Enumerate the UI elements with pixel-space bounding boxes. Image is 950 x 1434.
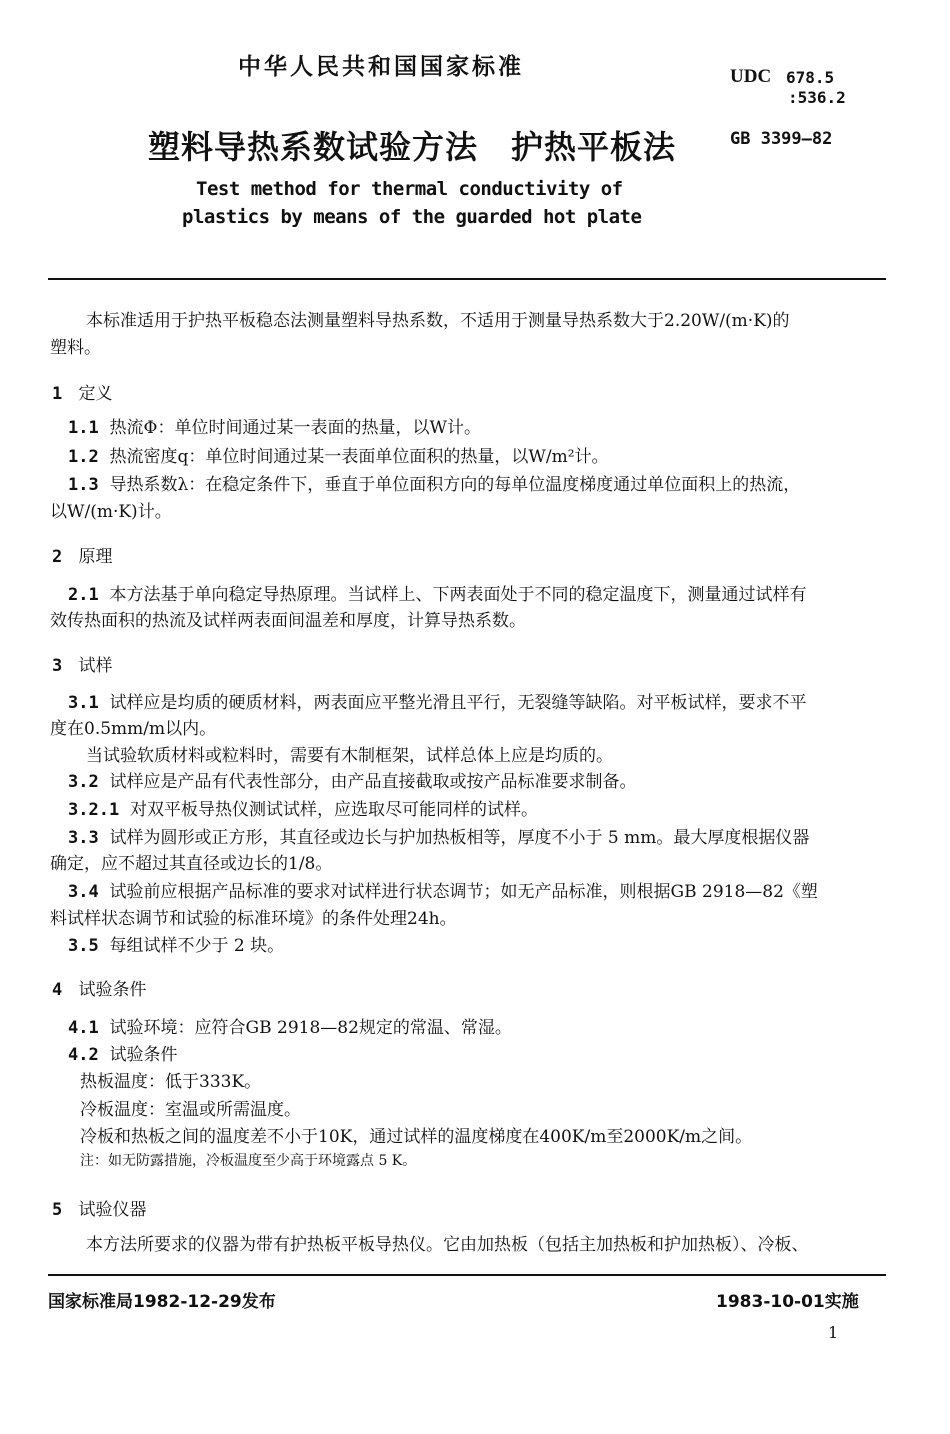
clause-4-2-number: 4.2 xyxy=(68,1045,99,1065)
clause-3-2 xyxy=(68,767,637,792)
hot-plate-temp: 热板温度：低于333K。 xyxy=(80,1072,262,1092)
section-5-number: 5 xyxy=(52,1200,63,1220)
clause-4-2 xyxy=(68,1040,178,1065)
issue-date: 国家标准局1982-12-29发布 xyxy=(48,1292,276,1312)
section-2-title: 原理 xyxy=(78,547,113,567)
section-3-title: 试样 xyxy=(78,656,113,676)
clause-3-2-text: 试样应是产品有代表性部分，由产品直接截取或按产品标准要求制备。 xyxy=(109,772,637,792)
clause-3-3 xyxy=(68,823,809,848)
clause-1-1-number: 1.1 xyxy=(68,418,99,438)
section-3-number: 3 xyxy=(52,656,63,676)
clause-3-2-1 xyxy=(68,795,538,820)
clause-1-1 xyxy=(68,413,481,438)
clause-1-1-text: 热流Φ：单位时间通过某一表面的热量，以W计。 xyxy=(109,418,481,438)
clause-2-1 xyxy=(68,580,807,605)
clause-1-2-text: 热流密度q：单位时间通过某一表面单位面积的热量，以W/m²计。 xyxy=(109,447,609,467)
clause-1-3-cont: 以W/(m·K)计。 xyxy=(50,502,172,522)
clause-3-5 xyxy=(68,931,284,956)
section-1-number: 1 xyxy=(52,384,63,404)
standard-number: GB 3399—82 xyxy=(730,129,833,149)
clause-3-4-text: 试验前应根据产品标准的要求对试样进行状态调节；如无产品标准，则根据GB 2918—82《塑 xyxy=(109,882,818,902)
section-4-heading xyxy=(52,975,146,1000)
dew-point-note: 注：如无防露措施，冷板温度至少高于环境露点 5 K。 xyxy=(80,1153,417,1169)
effective-date: 1983-10-01实施 xyxy=(716,1292,859,1312)
udc-value-2: :536.2 xyxy=(788,88,846,107)
section-2-number: 2 xyxy=(52,547,63,567)
clause-3-1-cont: 度在0.5mm/m以内。 xyxy=(50,719,217,739)
section-4-title: 试验条件 xyxy=(78,980,147,1000)
section-5-heading xyxy=(52,1195,146,1220)
intro-line1: 本标准适用于护热平板稳态法测量塑料导热系数，不适用于测量导热系数大于2.20W/(m·K)的 xyxy=(86,311,790,331)
section-1-title: 定义 xyxy=(78,384,113,404)
section-2-heading xyxy=(52,542,112,567)
issuing-country-header: 中华人民共和国国家标准 xyxy=(238,54,524,80)
header-divider xyxy=(48,278,886,280)
clause-1-3-text: 导热系数λ：在稳定条件下，垂直于单位面积方向的每单位温度梯度通过单位面积上的热流， xyxy=(109,475,801,495)
clause-3-1-para: 当试验软质材料或粒料时，需要有木制框架，试样总体上应是均质的。 xyxy=(86,746,613,766)
clause-3-3-number: 3.3 xyxy=(68,828,99,848)
clause-3-5-text: 每组试样不少于 2 块。 xyxy=(109,936,285,956)
clause-1-2 xyxy=(68,442,609,467)
document-title-en-line1: Test method for thermal conductivity of xyxy=(196,178,623,200)
temp-difference: 冷板和热板之间的温度差不小于10K，通过试样的温度梯度在400K/m至2000K/m之间。 xyxy=(80,1127,753,1147)
clause-3-4-number: 3.4 xyxy=(68,882,99,902)
clause-4-1-number: 4.1 xyxy=(68,1018,99,1038)
clause-1-3 xyxy=(68,470,800,495)
section-5-text: 本方法所要求的仪器为带有护热板平板导热仪。它由加热板（包括主加热板和护加热板）、冷板、 xyxy=(86,1235,809,1255)
section-5-title: 试验仪器 xyxy=(78,1200,147,1220)
udc-value-1: 678.5 xyxy=(786,68,835,87)
clause-1-2-number: 1.2 xyxy=(68,447,99,467)
clause-3-1 xyxy=(68,688,807,713)
clause-3-3-cont: 确定，应不超过其直径或边长的1/8。 xyxy=(50,854,333,874)
clause-3-3-text: 试样为圆形或正方形，其直径或边长与护加热板相等，厚度不小于 5 mm。最大厚度根据仪器 xyxy=(109,828,810,848)
clause-3-5-number: 3.5 xyxy=(68,936,99,956)
section-1-heading xyxy=(52,379,112,404)
clause-2-1-number: 2.1 xyxy=(68,585,99,605)
clause-4-1 xyxy=(68,1013,512,1038)
udc-label: UDC xyxy=(730,66,772,87)
clause-2-1-text: 本方法基于单向稳定导热原理。当试样上、下两表面处于不同的稳定温度下，测量通过试样有 xyxy=(109,585,807,605)
intro-line2: 塑料。 xyxy=(50,338,101,358)
section-3-heading xyxy=(52,651,112,676)
clause-3-1-number: 3.1 xyxy=(68,693,99,713)
cold-plate-temp: 冷板温度：室温或所需温度。 xyxy=(80,1100,301,1120)
clause-3-2-1-number: 3.2.1 xyxy=(68,800,120,820)
section-4-number: 4 xyxy=(52,980,63,1000)
clause-3-4 xyxy=(68,877,818,902)
clause-3-2-number: 3.2 xyxy=(68,772,99,792)
clause-2-1-cont: 效传热面积的热流及试样两表面间温差和厚度，计算导热系数。 xyxy=(50,611,526,631)
clause-4-1-text: 试验环境：应符合GB 2918—82规定的常温、常湿。 xyxy=(109,1018,512,1038)
clause-3-2-1-text: 对双平板导热仪测试试样，应选取尽可能同样的试样。 xyxy=(130,800,538,820)
document-title-cn: 塑料导热系数试验方法 护热平板法 xyxy=(148,128,677,166)
clause-3-1-text: 试样应是均质的硬质材料，两表面应平整光滑且平行，无裂缝等缺陷。对平板试样，要求不平 xyxy=(109,693,807,713)
clause-3-4-cont: 料试样状态调节和试验的标准环境》的条件处理24h。 xyxy=(50,909,457,929)
clause-1-3-number: 1.3 xyxy=(68,475,99,495)
clause-4-2-text: 试验条件 xyxy=(109,1045,178,1065)
page-number: 1 xyxy=(828,1323,839,1342)
footer-divider xyxy=(48,1274,886,1276)
document-title-en-line2: plastics by means of the guarded hot plate xyxy=(182,206,642,228)
